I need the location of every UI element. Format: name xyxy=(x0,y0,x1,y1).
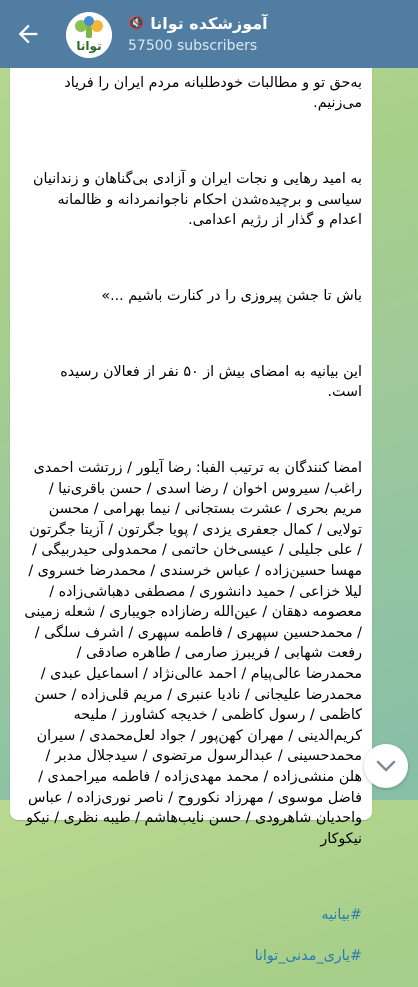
message-paragraph: به امید رهایی و نجات ایران و آزادی بی‌گناهان و زندانیان سیاسی و برچیده‌شدن احکام ناجوانمردانه و ظالمانه اعدام و گذار از رژیم اعدامی. xyxy=(33,170,362,229)
hashtag-link[interactable]: #یاری_مدنی_توانا xyxy=(254,947,362,964)
muted-speaker-icon: 🔇 xyxy=(128,16,145,31)
channel-avatar[interactable] xyxy=(66,12,112,58)
channel-name: آموزشکده توانا xyxy=(150,14,268,33)
message-paragraph: باش تا جشن پیروزی را در کنارت باشیم ...» xyxy=(101,287,362,304)
back-button[interactable] xyxy=(14,20,42,48)
message-text xyxy=(22,52,362,987)
channel-title xyxy=(128,14,268,33)
subscriber-count: 57500 subscribers xyxy=(128,38,258,54)
svg-text:توانا: توانا xyxy=(76,39,102,53)
arrow-left-icon xyxy=(14,20,42,48)
message-paragraph: به‌حق تو و مطالبات خودطلبانه مردم ایران را فریاد می‌زنیم. xyxy=(64,74,362,112)
hashtag-link[interactable]: #بیانیه xyxy=(321,906,362,923)
message-paragraph: این بیانیه به امضای بیش از ۵۰ نفر از فعالان رسیده است. xyxy=(60,363,362,401)
scroll-down-button[interactable] xyxy=(364,744,408,788)
tavana-logo-icon xyxy=(66,12,112,58)
channel-header xyxy=(0,0,418,68)
signers-list: امضا کنندگان به ترتیب الفبا: رضا آیلور / زرتشت احمدی راغب/ سیروس اخوان / رضا اسدی / حسن باقری‌نیا / مریم بحری / عشرت بستجانی / نیما بهرامی / محسن تولایی / کمال جعفری یزدی / پویا جگرتون / آزیتا جگرتون / علی جلیلی / عیسی‌خان حاتمی / محمدولی حیدربیگی / مهسا حسین‌زاده / عباس خرسندی / محمدرضا خسروی / لیلا خزاعی / حمید دانشوری / مصطفی دهباشی‌زاده / معصومه دهقان / عین‌الله رضازاده جویباری / شعله زمینی / محمدحسین سپهری / فاطمه سپهری / اشرف سلگی / رفعت شهابی / فریبرز صارمی / طاهره صادقی / محمدرضا عالی‌پیام / احمد عالی‌نژاد / اسماعیل عبدی / محمدرضا علیجانی / نادیا عنبری / مریم قلی‌زاده / حسن کاظمی / رسول کاظمی / خدیجه کشاورز / ملیحه کریم‌الدینی / مهران کهن‌پور / جواد لعل‌محمدی / سیران محمدحسینی / عبدالرسول مرتضوی / سیدجلال مدبر / هلن منشی‌زاده / محمد مهدی‌زاده / فاطمه میراحمدی / فاضل موسوی / مهرزاد نکوروح / ناصر نوری‌زاده / عباس واحدیان شاهرودی / حسن نایب‌هاشم / طیبه نظری / نیکو نیکوکار xyxy=(24,460,362,847)
chevron-down-icon xyxy=(364,744,408,788)
